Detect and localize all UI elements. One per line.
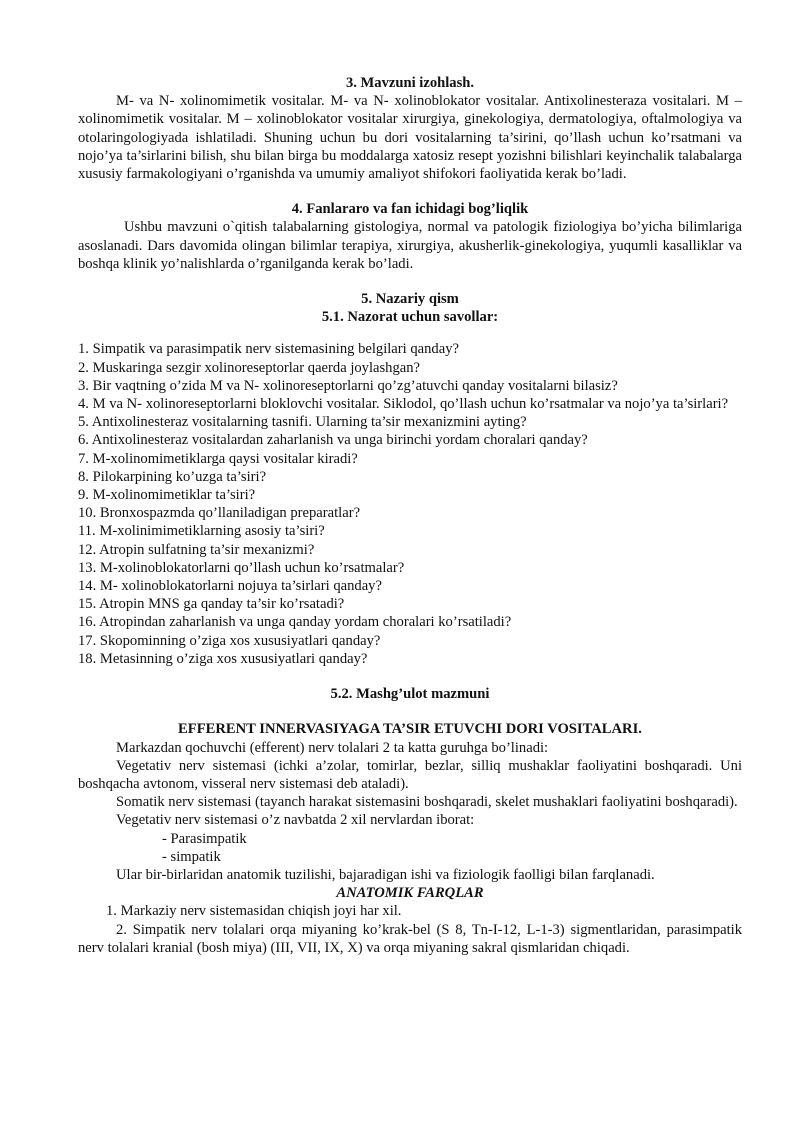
question-item: 14. M- xolinoblokatorlarni nojuya ta’sirlari qanday? <box>78 578 382 595</box>
question-item: 9. M-xolinomimetiklar ta’siri? <box>78 487 256 504</box>
section-3-text: M- va N- xolinomimetik vositalar. M- va N- xolinoblokator vositalar. Antixolinesteraza vositalari. M – xolinomimetik vositalar. M – xolinoblokator vositalar xirurgiya, ginekologiya, dermatologiya, oftalmologiya va otolaringologiyada ishlatiladi. Shuning uchun bu dori vositalarning ta’sirini, qo’llash uchun ko’rsatmani va nojo’ya ta’sirlarini bilish, shu bilan birga bu moddalarga xatosiz resept yozishni bilishlari keyinchalik talabalarga xususiy farmakologiyani o’rganishda va umumiy amaliyot shifokori faoliyatida kerak bo’ladi. <box>78 93 742 183</box>
question-item: 2. Muskaringa sezgir xolinoreseptorlar qaerda joylashgan? <box>78 359 421 376</box>
question-item: 16. Atropindan zaharlanish va unga qanday yordam choralari ko’rsatiladi? <box>78 614 512 631</box>
numbered-item-2: 2. Simpatik nerv tolalari orqa miyaning ko’krak-bel (S 8, Tn-I-12, L-1-3) sigmentlaridan, parasimpatik nerv tolalari kranial (bosh miya) (III, VII, IX, X) va orqa miyaning sakral qismlaridan chiqadi. <box>78 921 742 956</box>
anatomik-farqlar-heading: ANATOMIK FARQLAR <box>336 885 484 902</box>
question-item: 4. M va N- xolinoreseptorlarni bloklovchi vositalar. Siklodol, qo’llash uchun ko’rsatmalar va nojo’ya ta’sirlari? <box>78 396 729 413</box>
questions-list <box>78 340 742 668</box>
section-5-2-title: 5.2. Mashg’ulot mazmuni <box>330 686 490 703</box>
paragraph-4: Vegetativ nerv sistemasi o’z navbatda 2 xil nervlardan iborat: <box>116 812 475 829</box>
question-item: 15. Atropin MNS ga qanday ta’sir ko’rsatadi? <box>78 596 345 613</box>
section-4-text: Ushbu mavzuni o`qitish talabalarning gistologiya, normal va patologik fiziologiya bo’yicha bilimlariga asoslanadi. Dars davomida olingan bilimlar terapiya, xirurgiya, akusherlik-ginekologiya, yuqumli kasalliklar va boshqa klinik yo’nalishlarda o’rganilganda kerak bo’ladi. <box>78 219 742 272</box>
paragraph-3: Somatik nerv sistemasi (tayanch harakat sistemasini boshqaradi, skelet mushaklari faoliyatini boshqaradi). <box>116 794 738 811</box>
question-item: 7. M-xolinomimetiklarga qaysi vositalar kiradi? <box>78 450 358 467</box>
question-item: 17. Skopominning o’ziga xos xususiyatlari qanday? <box>78 632 381 649</box>
question-item: 10. Bronxospazmda qo’llaniladigan preparatlar? <box>78 505 361 522</box>
question-item: 11. M-xolinimimetiklarning asosiy ta’siri? <box>78 523 325 540</box>
paragraph-1: Markazdan qochuvchi (efferent) nerv tolalari 2 ta katta guruhga bo’linadi: <box>116 739 549 756</box>
paragraph-5: Ular bir-birlaridan anatomik tuzilishi, bajaradigan ishi va fiziologik faolligi bilan farqlanadi. <box>116 866 655 883</box>
question-item: 6. Antixolinesteraz vositalardan zaharlanish va unga birinchi yordam choralari qanday? <box>78 432 588 449</box>
dash-item-parasimpatik: - Parasimpatik <box>162 830 247 847</box>
question-item: 1. Simpatik va parasimpatik nerv sistemasining belgilari qanday? <box>78 341 459 358</box>
section-5-title: 5. Nazariy qism <box>361 291 459 308</box>
section-4-title: 4. Fanlararo va fan ichidagi bog’liqlik <box>291 201 529 218</box>
section-3-title: 3. Mavzuni izohlash. <box>345 75 475 91</box>
dash-item-simpatik: - simpatik <box>162 848 221 865</box>
document-page <box>78 74 742 957</box>
question-item: 5. Antixolinesteraz vositalarning tasnifi. Ularning ta’sir mexanizmini ayting? <box>78 414 527 431</box>
question-item: 3. Bir vaqtning o’zida M va N- xolinoreseptorlarni qo’zg’atuvchi qanday vositalarni bilasiz? <box>78 377 618 394</box>
question-item: 13. M-xolinoblokatorlarni qo’llash uchun ko’rsatmalar? <box>78 559 405 576</box>
numbered-item-1: 1. Markaziy nerv sistemasidan chiqish joyi har xil. <box>106 903 402 920</box>
paragraph-2: Vegetativ nerv sistemasi (ichki a’zolar, tomirlar, bezlar, silliq mushaklar faoliyatini boshqaradi. Uni boshqacha avtonom, visseral nerv sistemasi deb ataladi). <box>78 757 742 792</box>
question-item: 18. Metasinning o’ziga xos xususiyatlari qanday? <box>78 650 368 667</box>
question-item: 8. Pilokarpining ko’uzga ta’siri? <box>78 468 267 485</box>
question-item: 12. Atropin sulfatning ta’sir mexanizmi? <box>78 541 315 558</box>
section-5-1-title: 5.1. Nazorat uchun savollar: <box>321 309 499 326</box>
efferent-heading: EFFERENT INNERVASIYAGA TA’SIR ETUVCHI DORI VOSITALARI. <box>178 721 642 738</box>
